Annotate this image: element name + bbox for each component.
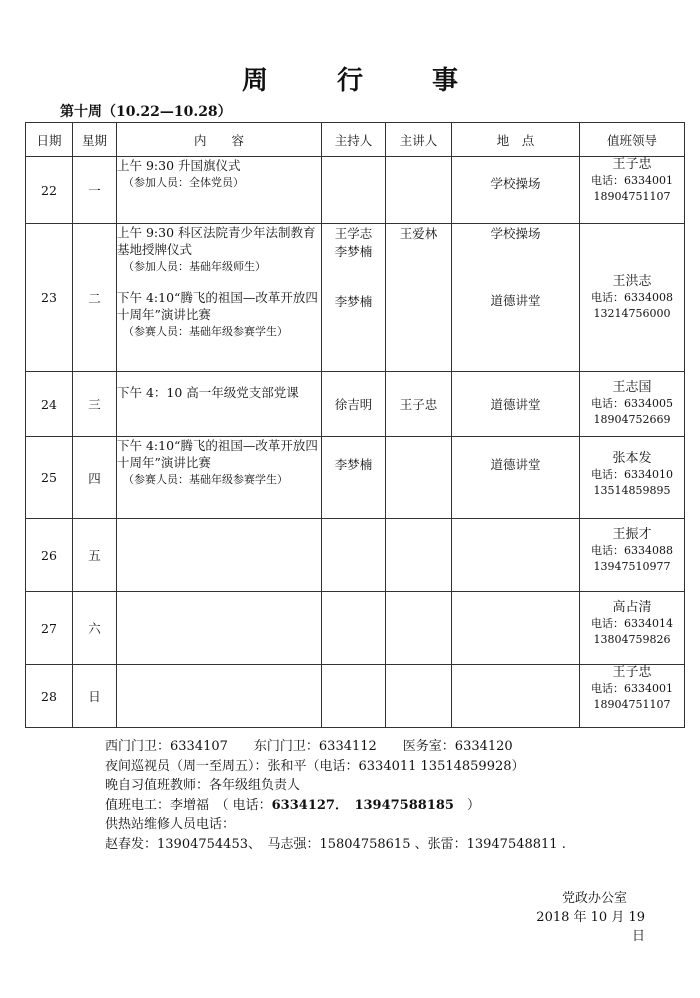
row-leader <box>580 519 685 592</box>
leader-name: 张本发 <box>612 451 652 466</box>
leader-mobile: 13804759826 <box>593 633 671 646</box>
header-weekday: 星期 <box>73 123 117 157</box>
header-leader: 值班领导 <box>580 123 685 157</box>
contact-notes <box>105 737 566 854</box>
row-weekday: 一 <box>73 157 117 224</box>
table-row <box>26 437 685 519</box>
table-row <box>26 592 685 665</box>
leader-mobile: 13514859895 <box>593 484 671 497</box>
document-title: 周 行 事 <box>241 66 489 96</box>
content-line: 下午 4：10 高一年级党支部党课 <box>117 385 299 400</box>
content-participants: （参赛人员：基础年级参赛学生） <box>123 473 288 486</box>
row-location: 道德讲堂 <box>452 437 580 519</box>
header-host: 主持人 <box>322 123 386 157</box>
row-date: 23 <box>26 224 73 372</box>
note-line: 晚自习值班教师：各年级组负责人 <box>105 778 301 793</box>
note-line: 赵春发：13904754453、 马志强：15804758615 、张雷：13947548811 . <box>105 836 566 852</box>
row-location <box>452 224 580 372</box>
leader-mobile: 18904752669 <box>593 413 671 426</box>
row-content <box>117 372 322 437</box>
row-leader <box>580 665 685 728</box>
leader-name: 王子忠 <box>612 157 652 172</box>
row-weekday: 六 <box>73 592 117 665</box>
row-speaker <box>386 157 452 224</box>
content-participants: （参加人员：全体党员） <box>123 176 244 189</box>
leader-name: 王振才 <box>612 527 652 542</box>
note-line: 供热站维修人员电话： <box>105 817 236 832</box>
row-weekday: 二 <box>73 224 117 372</box>
host-name: 李梦楠 <box>334 294 373 309</box>
row-date: 27 <box>26 592 73 665</box>
leader-mobile: 13947510977 <box>593 560 671 573</box>
row-host: 徐吉明 <box>322 372 386 437</box>
row-speaker <box>386 519 452 592</box>
schedule-table <box>25 122 685 728</box>
row-speaker <box>386 665 452 728</box>
row-weekday: 三 <box>73 372 117 437</box>
row-host <box>322 665 386 728</box>
table-row <box>26 519 685 592</box>
note-line: 西门门卫：6334107 东门门卫：6334112 医务室：6334120 <box>105 739 513 754</box>
leader-name: 王洪志 <box>612 273 652 289</box>
header-date: 日期 <box>26 123 73 157</box>
content-line: 下午 4:10“腾飞的祖国—改革开放四十周年”演讲比赛 <box>117 290 318 322</box>
row-weekday: 日 <box>73 665 117 728</box>
leader-mobile: 13214756000 <box>593 306 671 320</box>
row-leader <box>580 224 685 372</box>
table-row <box>26 157 685 224</box>
leader-phone: 电话：6334001 <box>591 682 673 695</box>
leader-phone: 电话：6334001 <box>591 174 673 187</box>
issue-date: 2018 年 10 月 19 日 <box>536 910 645 944</box>
row-location <box>452 665 580 728</box>
row-host: 李梦楠 <box>322 437 386 519</box>
content-participants: （参赛人员：基础年级参赛学生） <box>123 325 288 338</box>
header-content: 内 容 <box>117 123 322 157</box>
leader-phone: 电话：6334014 <box>591 617 673 630</box>
location-name: 学校操场 <box>490 226 541 241</box>
row-leader <box>580 437 685 519</box>
leader-phone: 电话：6334010 <box>591 468 673 481</box>
row-weekday: 四 <box>73 437 117 519</box>
row-speaker <box>386 592 452 665</box>
row-host <box>322 519 386 592</box>
row-speaker <box>386 437 452 519</box>
row-host <box>322 592 386 665</box>
row-content <box>117 519 322 592</box>
row-date: 26 <box>26 519 73 592</box>
leader-phone: 电话：6334008 <box>591 290 673 304</box>
leader-name: 王志国 <box>612 380 652 395</box>
row-leader <box>580 372 685 437</box>
content-participants: （参加人员：基础年级师生） <box>123 260 266 273</box>
table-row <box>26 665 685 728</box>
issuer: 党政办公室 <box>561 891 627 906</box>
header-speaker: 主讲人 <box>386 123 452 157</box>
location-name: 道德讲堂 <box>490 293 541 308</box>
row-speaker: 王子忠 <box>386 372 452 437</box>
leader-name: 王子忠 <box>612 665 652 680</box>
note-text: ） <box>453 797 480 813</box>
row-leader <box>580 592 685 665</box>
leader-mobile: 18904751107 <box>593 698 671 711</box>
row-date: 24 <box>26 372 73 437</box>
row-content <box>117 224 322 372</box>
row-content <box>117 592 322 665</box>
note-line: 夜间巡视员（周一至周五）：张和平（电话：6334011 13514859928） <box>105 758 525 774</box>
row-content <box>117 437 322 519</box>
row-speaker: 王爱林 <box>386 224 452 372</box>
row-host <box>322 224 386 372</box>
row-date: 28 <box>26 665 73 728</box>
row-location <box>452 592 580 665</box>
leader-phone: 电话：6334005 <box>591 397 673 410</box>
content-line: 上午 9:30 升国旗仪式 <box>117 158 241 173</box>
row-weekday: 五 <box>73 519 117 592</box>
row-host <box>322 157 386 224</box>
row-location <box>452 519 580 592</box>
row-leader <box>580 157 685 224</box>
content-line: 下午 4:10“腾飞的祖国—改革开放四十周年”演讲比赛 <box>117 438 318 470</box>
note-bold-phones: 6334127． 13947588185 <box>271 797 454 813</box>
row-location: 道德讲堂 <box>452 372 580 437</box>
row-location: 学校操场 <box>452 157 580 224</box>
note-line-electrician <box>105 796 566 816</box>
row-content <box>117 665 322 728</box>
header-location: 地 点 <box>452 123 580 157</box>
leader-mobile: 18904751107 <box>593 190 671 203</box>
leader-name: 高占清 <box>612 600 652 615</box>
host-name: 王学志 <box>334 226 373 241</box>
table-header-row <box>26 123 685 157</box>
row-date: 22 <box>26 157 73 224</box>
host-name: 李梦楠 <box>334 244 373 259</box>
content-line: 上午 9:30 科区法院青少年法制教育基地授牌仪式 <box>117 225 316 257</box>
note-text: 值班电工：李增福 （ 电话： <box>105 797 272 813</box>
signature-block <box>523 889 645 946</box>
table-row <box>26 224 685 372</box>
table-row <box>26 372 685 437</box>
row-date: 25 <box>26 437 73 519</box>
week-label: 第十周（10.22—10.28） <box>60 104 232 120</box>
leader-phone: 电话：6334088 <box>591 544 673 557</box>
row-content <box>117 157 322 224</box>
